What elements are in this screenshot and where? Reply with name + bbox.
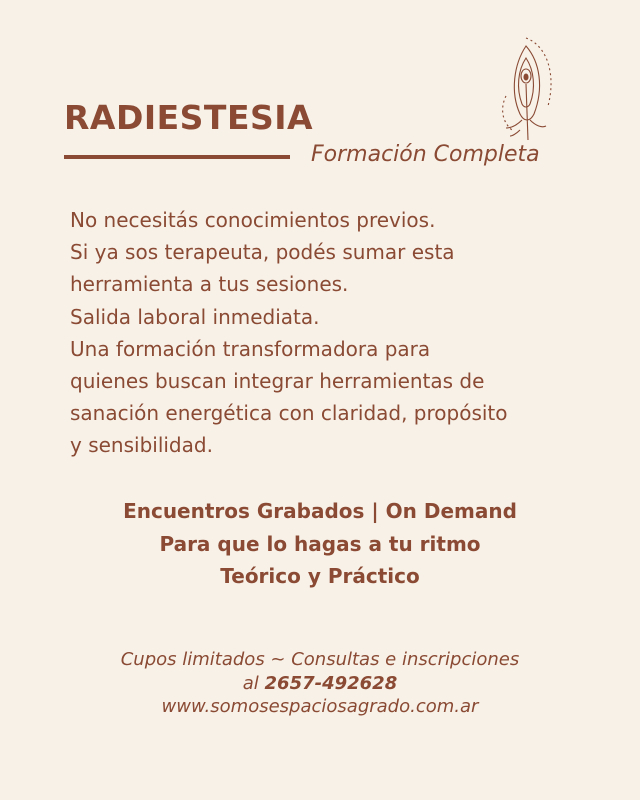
feature-item: Encuentros Grabados | On Demand (123, 499, 517, 523)
description-line: y sensibilidad. (70, 433, 213, 458)
phone-number: 2657-492628 (264, 672, 398, 694)
features-list (0, 495, 640, 593)
feature-item: Teórico y Práctico (220, 564, 420, 588)
description-line: Salida laboral inmediata. (70, 304, 320, 329)
page-title: RADIESTESIA (64, 98, 314, 137)
description-line: sanación energética con claridad, propósito (70, 401, 508, 426)
description-line: Una formación transformadora para (70, 336, 431, 361)
contact-line: Cupos limitados ~ Consultas e inscripciones (120, 649, 520, 670)
contact-footer (0, 648, 640, 719)
description-line: Si ya sos terapeuta, podés sumar esta (70, 240, 455, 265)
contact-prefix: al (242, 672, 265, 694)
feather-icon (498, 36, 558, 142)
page-subtitle: Formación Completa (311, 142, 540, 167)
website-link: www.somosespaciosagrado.com.ar (161, 696, 479, 717)
description-line: herramienta a tus sesiones. (70, 272, 349, 297)
contact-phone-line (0, 672, 640, 696)
description-line: No necesitás conocimientos previos. (70, 208, 436, 232)
title-underline (64, 155, 290, 159)
description-text (70, 204, 600, 462)
description-line: quienes buscan integrar herramientas de (70, 369, 485, 394)
feature-item: Para que lo hagas a tu ritmo (159, 531, 481, 556)
